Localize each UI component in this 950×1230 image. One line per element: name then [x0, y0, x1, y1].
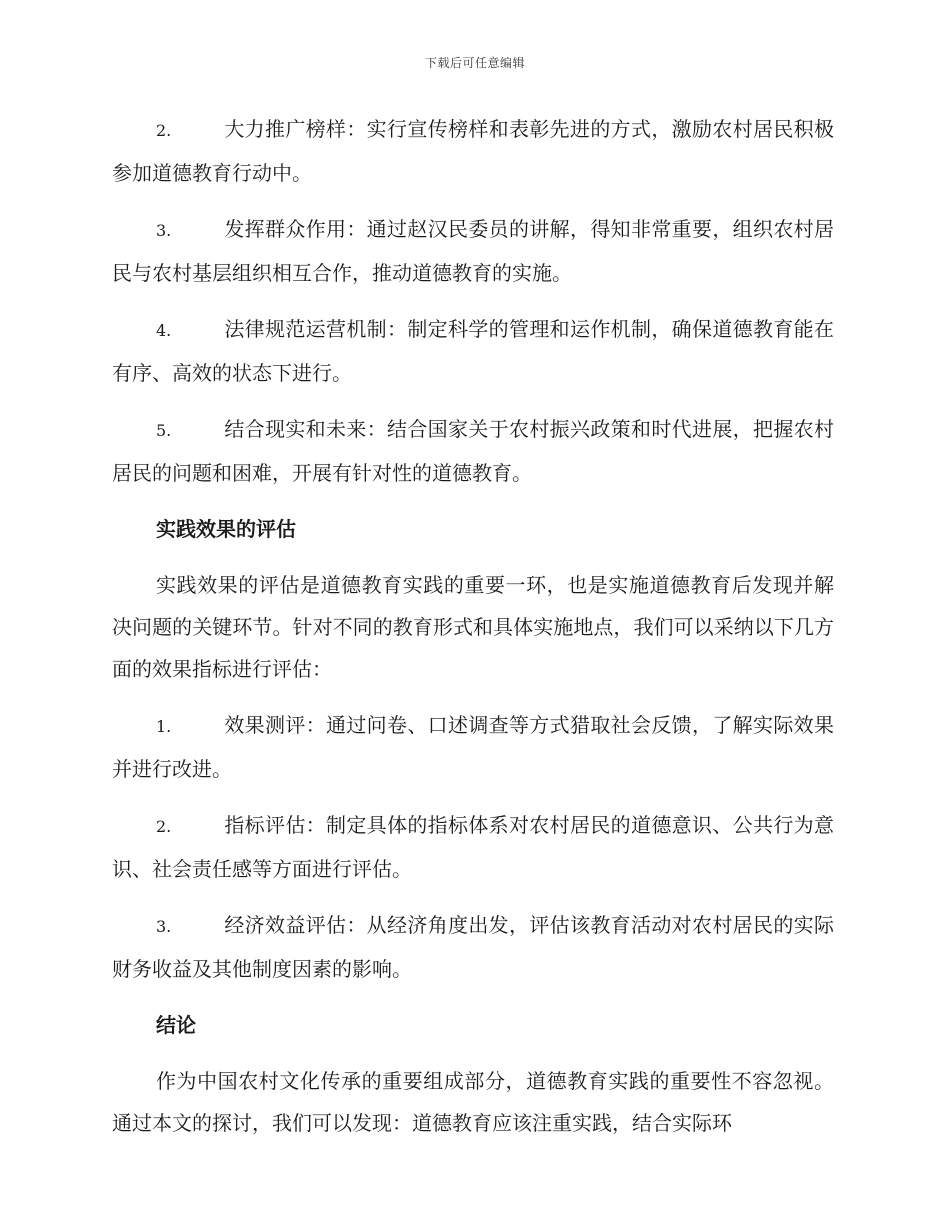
list-item-number: 1. — [156, 717, 172, 736]
section-heading-conclusion: 结论 — [156, 1013, 196, 1037]
list-item-number: 4. — [156, 321, 172, 340]
list-item-text: 结合现实和未来：结合国家关于农村振兴政策和时代进展，把握农村居民的问题和困难，开展有针对性的道德教育。 — [112, 417, 834, 485]
list-item-text: 法律规范运营机制：制定科学的管理和运作机制，确保道德教育能在有序、高效的状态下进行。 — [112, 317, 834, 385]
list-item — [112, 108, 834, 194]
list-item — [112, 208, 834, 294]
list-item — [112, 804, 834, 890]
list-item — [112, 408, 834, 494]
list-item-text: 经济效益评估：从经济角度出发，评估该教育活动对农村居民的实际财务收益及其他制度因素的影响。 — [112, 913, 834, 981]
list-item-text: 大力推广榜样：实行宣传榜样和表彰先进的方式，激励农村居民积极参加道德教育行动中。 — [112, 117, 834, 185]
page-content — [112, 108, 834, 1158]
paragraph-conclusion: 作为中国农村文化传承的重要组成部分，道德教育实践的重要性不容忽视。通过本文的探讨，我们可以发现：道德教育应该注重实践，结合实际环 — [112, 1069, 834, 1135]
list-item-number: 3. — [156, 221, 172, 240]
list-item-number: 2. — [156, 817, 172, 836]
paragraph-evaluation-intro: 实践效果的评估是道德教育实践的重要一环，也是实施道德教育后发现并解决问题的关键环节。针对不同的教育形式和具体实施地点，我们可以采纳以下几方面的效果指标进行评估： — [112, 573, 834, 681]
list-item-number: 5. — [156, 421, 172, 440]
list-item — [112, 308, 834, 394]
list-item-text: 发挥群众作用：通过赵汉民委员的讲解，得知非常重要，组织农村居民与农村基层组织相互合作，推动道德教育的实施。 — [112, 217, 834, 285]
section-heading-evaluation: 实践效果的评估 — [156, 517, 296, 541]
list-item — [112, 904, 834, 990]
list-item-text: 指标评估：制定具体的指标体系对农村居民的道德意识、公共行为意识、社会责任感等方面进行评估。 — [112, 813, 834, 881]
list-item-number: 2. — [156, 121, 172, 140]
list-item-text: 效果测评：通过问卷、口述调查等方式猎取社会反馈，了解实际效果并进行改进。 — [112, 713, 834, 781]
page-header: 下载后可任意编辑 — [424, 56, 525, 70]
list-item-number: 3. — [156, 917, 172, 936]
list-item — [112, 704, 834, 790]
